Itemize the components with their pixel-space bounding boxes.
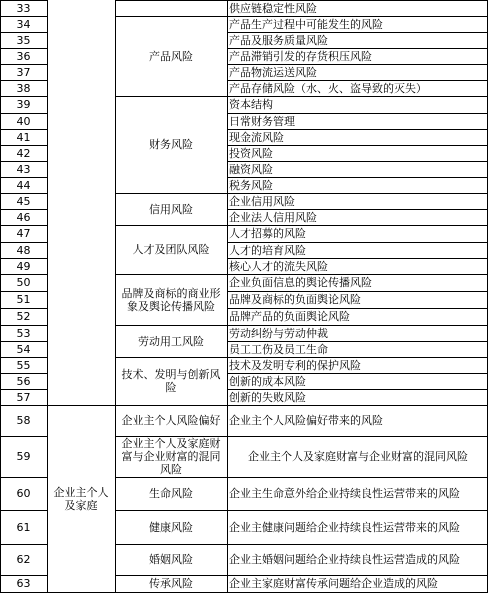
grid-line xyxy=(0,389,48,390)
row-number: 33 xyxy=(16,1,31,15)
row-number: 51 xyxy=(16,293,31,306)
grid-line xyxy=(115,436,228,437)
grid-line xyxy=(0,357,48,358)
grid-line xyxy=(227,193,488,194)
grid-line xyxy=(0,209,48,210)
grid-line xyxy=(227,274,488,275)
grid-line xyxy=(227,436,488,437)
grid-line xyxy=(227,0,228,593)
grid-line xyxy=(227,145,488,146)
risk-item: 产品及服务质量风险 xyxy=(229,33,328,47)
row-number: 63 xyxy=(16,577,31,590)
grid-line xyxy=(0,510,48,511)
risk-item: 企业主健康问题给企业持续良性运营带来的风险 xyxy=(229,520,460,534)
grid-line xyxy=(115,274,228,275)
risk-item: 投资风险 xyxy=(229,146,273,160)
grid-line xyxy=(115,16,228,17)
risk-item: 品牌及商标的负面舆论风险 xyxy=(229,293,361,306)
grid-line xyxy=(47,0,48,593)
risk-item: 创新的成本风险 xyxy=(229,374,306,388)
row-number: 60 xyxy=(16,487,31,500)
grid-line xyxy=(0,544,48,545)
grid-line xyxy=(0,80,48,81)
risk-item: 核心人才的流失风险 xyxy=(229,259,328,273)
grid-line xyxy=(0,308,48,309)
row-number: 45 xyxy=(16,194,31,208)
grid-line xyxy=(115,193,228,194)
row-number: 61 xyxy=(16,520,31,534)
grid-line xyxy=(0,274,48,275)
risk-item: 产品滞销引发的存货积压风险 xyxy=(229,49,372,63)
category-talent: 人才及团队风险 xyxy=(132,243,210,256)
risk-item: 产品物流运送风险 xyxy=(229,65,317,79)
grid-line xyxy=(115,225,228,226)
grid-line xyxy=(227,129,488,130)
grid-line xyxy=(227,0,488,1)
grid-line xyxy=(227,225,488,226)
grid-line xyxy=(227,64,488,65)
row-number: 48 xyxy=(16,243,31,257)
grid-line xyxy=(0,477,48,478)
row-number: 58 xyxy=(16,414,31,427)
risk-item: 企业法人信用风险 xyxy=(229,210,317,224)
risk-item: 劳动纠纷与劳动仲裁 xyxy=(229,326,328,340)
row-number: 52 xyxy=(16,310,31,323)
grid-line xyxy=(0,405,48,406)
row-number: 50 xyxy=(16,276,31,289)
grid-line xyxy=(227,177,488,178)
row-number: 46 xyxy=(16,210,31,224)
grid-line xyxy=(227,48,488,49)
row-number: 44 xyxy=(16,178,31,192)
risk-item: 企业主个人风险偏好带来的风险 xyxy=(229,414,383,427)
grid-line xyxy=(0,177,48,178)
grid-line xyxy=(47,592,116,593)
grid-line xyxy=(227,510,488,511)
grid-line xyxy=(115,0,228,1)
grid-line xyxy=(0,96,48,97)
row-number: 39 xyxy=(16,98,31,111)
row-number: 37 xyxy=(16,65,31,79)
grid-line xyxy=(115,544,228,545)
grid-line xyxy=(0,0,1,593)
grid-line xyxy=(227,575,488,576)
category-health: 健康风险 xyxy=(149,520,193,534)
grid-line xyxy=(0,575,48,576)
grid-line xyxy=(227,389,488,390)
grid-line xyxy=(115,405,228,406)
grid-line xyxy=(487,0,488,593)
grid-line xyxy=(227,161,488,162)
grid-line xyxy=(0,193,48,194)
row-number: 38 xyxy=(16,81,31,95)
risk-item: 资本结构 xyxy=(229,98,273,111)
grid-line xyxy=(227,341,488,342)
grid-line xyxy=(0,325,48,326)
row-number: 49 xyxy=(16,259,31,273)
risk-item: 企业主家庭财富传承问题给企业造成的风险 xyxy=(229,577,438,590)
grid-line xyxy=(0,129,48,130)
grid-line xyxy=(0,341,48,342)
grid-line xyxy=(227,325,488,326)
grid-line xyxy=(115,325,228,326)
risk-item: 日常财务管理 xyxy=(229,114,295,128)
category-tech: 技术、发明与创新风险 xyxy=(121,368,221,394)
category-brand: 品牌及商标的商业形象及舆论传播风险 xyxy=(121,286,221,313)
grid-line xyxy=(115,510,228,511)
row-number: 40 xyxy=(16,114,31,128)
category-mixing: 企业主个人及家庭财富与企业财富的混同风险 xyxy=(121,437,221,476)
risk-item: 创新的失败风险 xyxy=(229,390,306,404)
category-life: 生命风险 xyxy=(149,487,193,500)
grid-line xyxy=(0,436,48,437)
grid-line xyxy=(227,242,488,243)
grid-line xyxy=(0,592,48,593)
grid-line xyxy=(227,544,488,545)
risk-item: 企业主生命意外给企业持续良性运营带来的风险 xyxy=(229,487,460,500)
category-owner_risk: 企业主个人风险偏好 xyxy=(121,414,221,427)
grid-line xyxy=(47,405,116,406)
grid-line xyxy=(115,0,116,593)
risk-item: 企业主婚姻问题给企业持续良性运营造成的风险 xyxy=(229,553,460,566)
row-number: 54 xyxy=(16,342,31,356)
grid-line xyxy=(0,242,48,243)
row-number: 42 xyxy=(16,146,31,160)
risk-item: 人才招募的风险 xyxy=(229,227,306,240)
grid-line xyxy=(227,308,488,309)
grid-line xyxy=(115,575,228,576)
row-number: 34 xyxy=(16,17,31,31)
grid-line xyxy=(0,32,48,33)
row-number: 36 xyxy=(16,49,31,63)
grid-line xyxy=(227,405,488,406)
risk-item: 员工工伤及员工生命 xyxy=(229,342,328,356)
grid-line xyxy=(0,113,48,114)
risk-item: 现金流风险 xyxy=(229,130,284,144)
risk-item: 技术及发明专利的保护风险 xyxy=(229,358,361,372)
row-number: 43 xyxy=(16,162,31,176)
grid-line xyxy=(0,258,48,259)
grid-line xyxy=(0,64,48,65)
grid-line xyxy=(227,209,488,210)
group-owner: 企业主个人及家庭 xyxy=(53,485,109,512)
risk-item: 税务风险 xyxy=(229,178,273,192)
category-product: 产品风险 xyxy=(149,49,193,63)
grid-line xyxy=(115,96,228,97)
grid-line xyxy=(227,592,488,593)
row-number: 62 xyxy=(16,553,31,566)
grid-line xyxy=(115,477,228,478)
grid-line xyxy=(227,373,488,374)
grid-line xyxy=(0,145,48,146)
grid-line xyxy=(0,48,48,49)
category-credit: 信用风险 xyxy=(149,202,193,216)
risk-item: 品牌产品的负面舆论风险 xyxy=(229,310,350,323)
row-number: 53 xyxy=(16,326,31,340)
risk-item: 人才的培育风险 xyxy=(229,243,306,257)
category-labor: 劳动用工风险 xyxy=(138,334,204,348)
row-number: 47 xyxy=(16,227,31,240)
risk-item: 企业负面信息的舆论传播风险 xyxy=(229,276,372,289)
risk-item: 供应链稳定性风险 xyxy=(229,1,317,15)
grid-line xyxy=(0,161,48,162)
grid-line xyxy=(227,357,488,358)
grid-line xyxy=(227,477,488,478)
grid-line xyxy=(227,80,488,81)
row-number: 55 xyxy=(16,358,31,372)
grid-line xyxy=(227,291,488,292)
risk-item: 产品存储风险（水、火、盗导致的灭失） xyxy=(229,81,427,95)
grid-line xyxy=(0,16,48,17)
grid-line xyxy=(227,32,488,33)
risk-item: 企业信用风险 xyxy=(229,194,295,208)
row-number: 35 xyxy=(16,33,31,47)
grid-line xyxy=(227,16,488,17)
grid-line xyxy=(115,592,228,593)
grid-line xyxy=(0,0,48,1)
risk-item: 融资风险 xyxy=(229,162,273,176)
row-number: 57 xyxy=(16,390,31,404)
risk-item: 产品生产过程中可能发生的风险 xyxy=(229,17,383,31)
grid-line xyxy=(0,373,48,374)
row-number: 56 xyxy=(16,374,31,388)
row-number: 41 xyxy=(16,130,31,144)
grid-line xyxy=(227,258,488,259)
row-number: 59 xyxy=(16,450,31,463)
category-inherit: 传承风险 xyxy=(149,577,193,590)
grid-line xyxy=(0,225,48,226)
grid-line xyxy=(227,113,488,114)
category-finance: 财务风险 xyxy=(149,138,193,151)
grid-line xyxy=(0,291,48,292)
grid-line xyxy=(115,357,228,358)
risk-item: 企业主个人及家庭财富与企业财富的混同风险 xyxy=(248,450,468,463)
category-marriage: 婚姻风险 xyxy=(149,553,193,566)
grid-line xyxy=(227,96,488,97)
